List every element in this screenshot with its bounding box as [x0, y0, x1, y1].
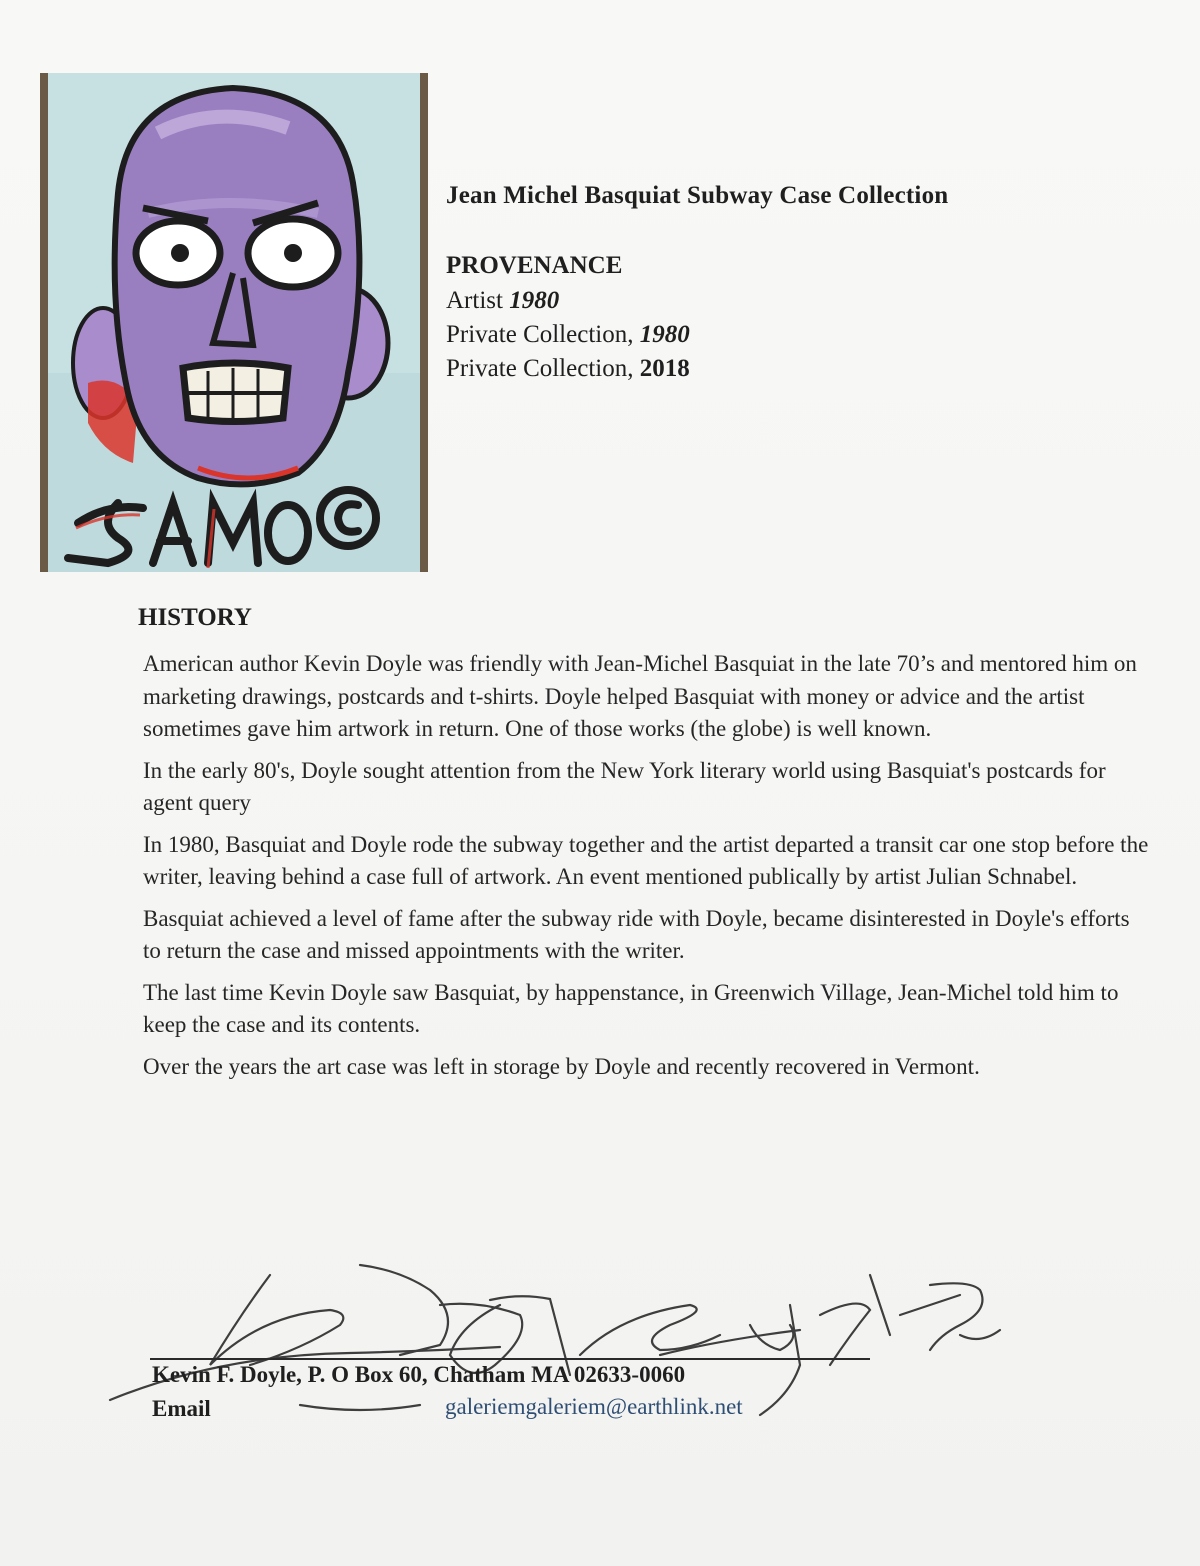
- history-heading: HISTORY: [138, 604, 252, 631]
- history-paragraph-1: American author Kevin Doyle was friendly with Jean-Michel Basquiat in the late 70’s and mentored him on marketing drawings, postcards and t-shirts. Doyle helped Basquiat with money or advice and the artist sometimes gave him artwork in return. One of those works (the globe) is well known.: [143, 651, 1137, 741]
- provenance-line-3-year: 2018: [639, 355, 690, 382]
- history-paragraph-2: In the early 80's, Doyle sought attention from the New York literary world using Basquiat's postcards for agent query: [143, 757, 1106, 815]
- email-label: Email: [152, 1396, 211, 1421]
- provenance-line-3: [446, 355, 690, 383]
- history-paragraph-4: Basquiat achieved a level of fame after the subway ride with Doyle, became disinterested in Doyle's efforts to return the case and missed appointments with the writer.: [143, 905, 1130, 963]
- samo-face-painting: [48, 73, 420, 572]
- provenance-line-1-year: 1980: [509, 287, 560, 314]
- history-paragraph-6: Over the years the art case was left in storage by Doyle and recently recovered in Vermont.: [143, 1053, 980, 1079]
- provenance-line-1: [446, 287, 559, 315]
- provenance-line-1-prefix: Artist: [446, 287, 510, 314]
- artwork-image: [40, 73, 428, 572]
- history-body: [143, 648, 1153, 1092]
- provenance-line-2-prefix: Private Collection,: [446, 321, 640, 348]
- collection-title: Jean Michel Basquiat Subway Case Collection: [446, 182, 949, 209]
- history-paragraph-3: In 1980, Basquiat and Doyle rode the subway together and the artist departed a transit car one stop before the writer, leaving behind a case full of artwork. An event mentioned publically by artist Julian Schnabel.: [143, 831, 1149, 889]
- email-link[interactable]: galeriemgaleriem@earthlink.net: [445, 1394, 743, 1419]
- provenance-heading: PROVENANCE: [446, 252, 623, 279]
- provenance-line-2: [446, 321, 690, 349]
- history-paragraph-5: The last time Kevin Doyle saw Basquiat, by happenstance, in Greenwich Village, Jean-Michel told him to keep the case and its contents.: [143, 979, 1119, 1037]
- contact-address: Kevin F. Doyle, P. O Box 60, Chatham MA 02633-0060: [152, 1362, 686, 1387]
- provenance-line-3-prefix: Private Collection,: [446, 355, 640, 382]
- signature-line: [150, 1358, 870, 1360]
- provenance-line-2-year: 1980: [639, 321, 690, 348]
